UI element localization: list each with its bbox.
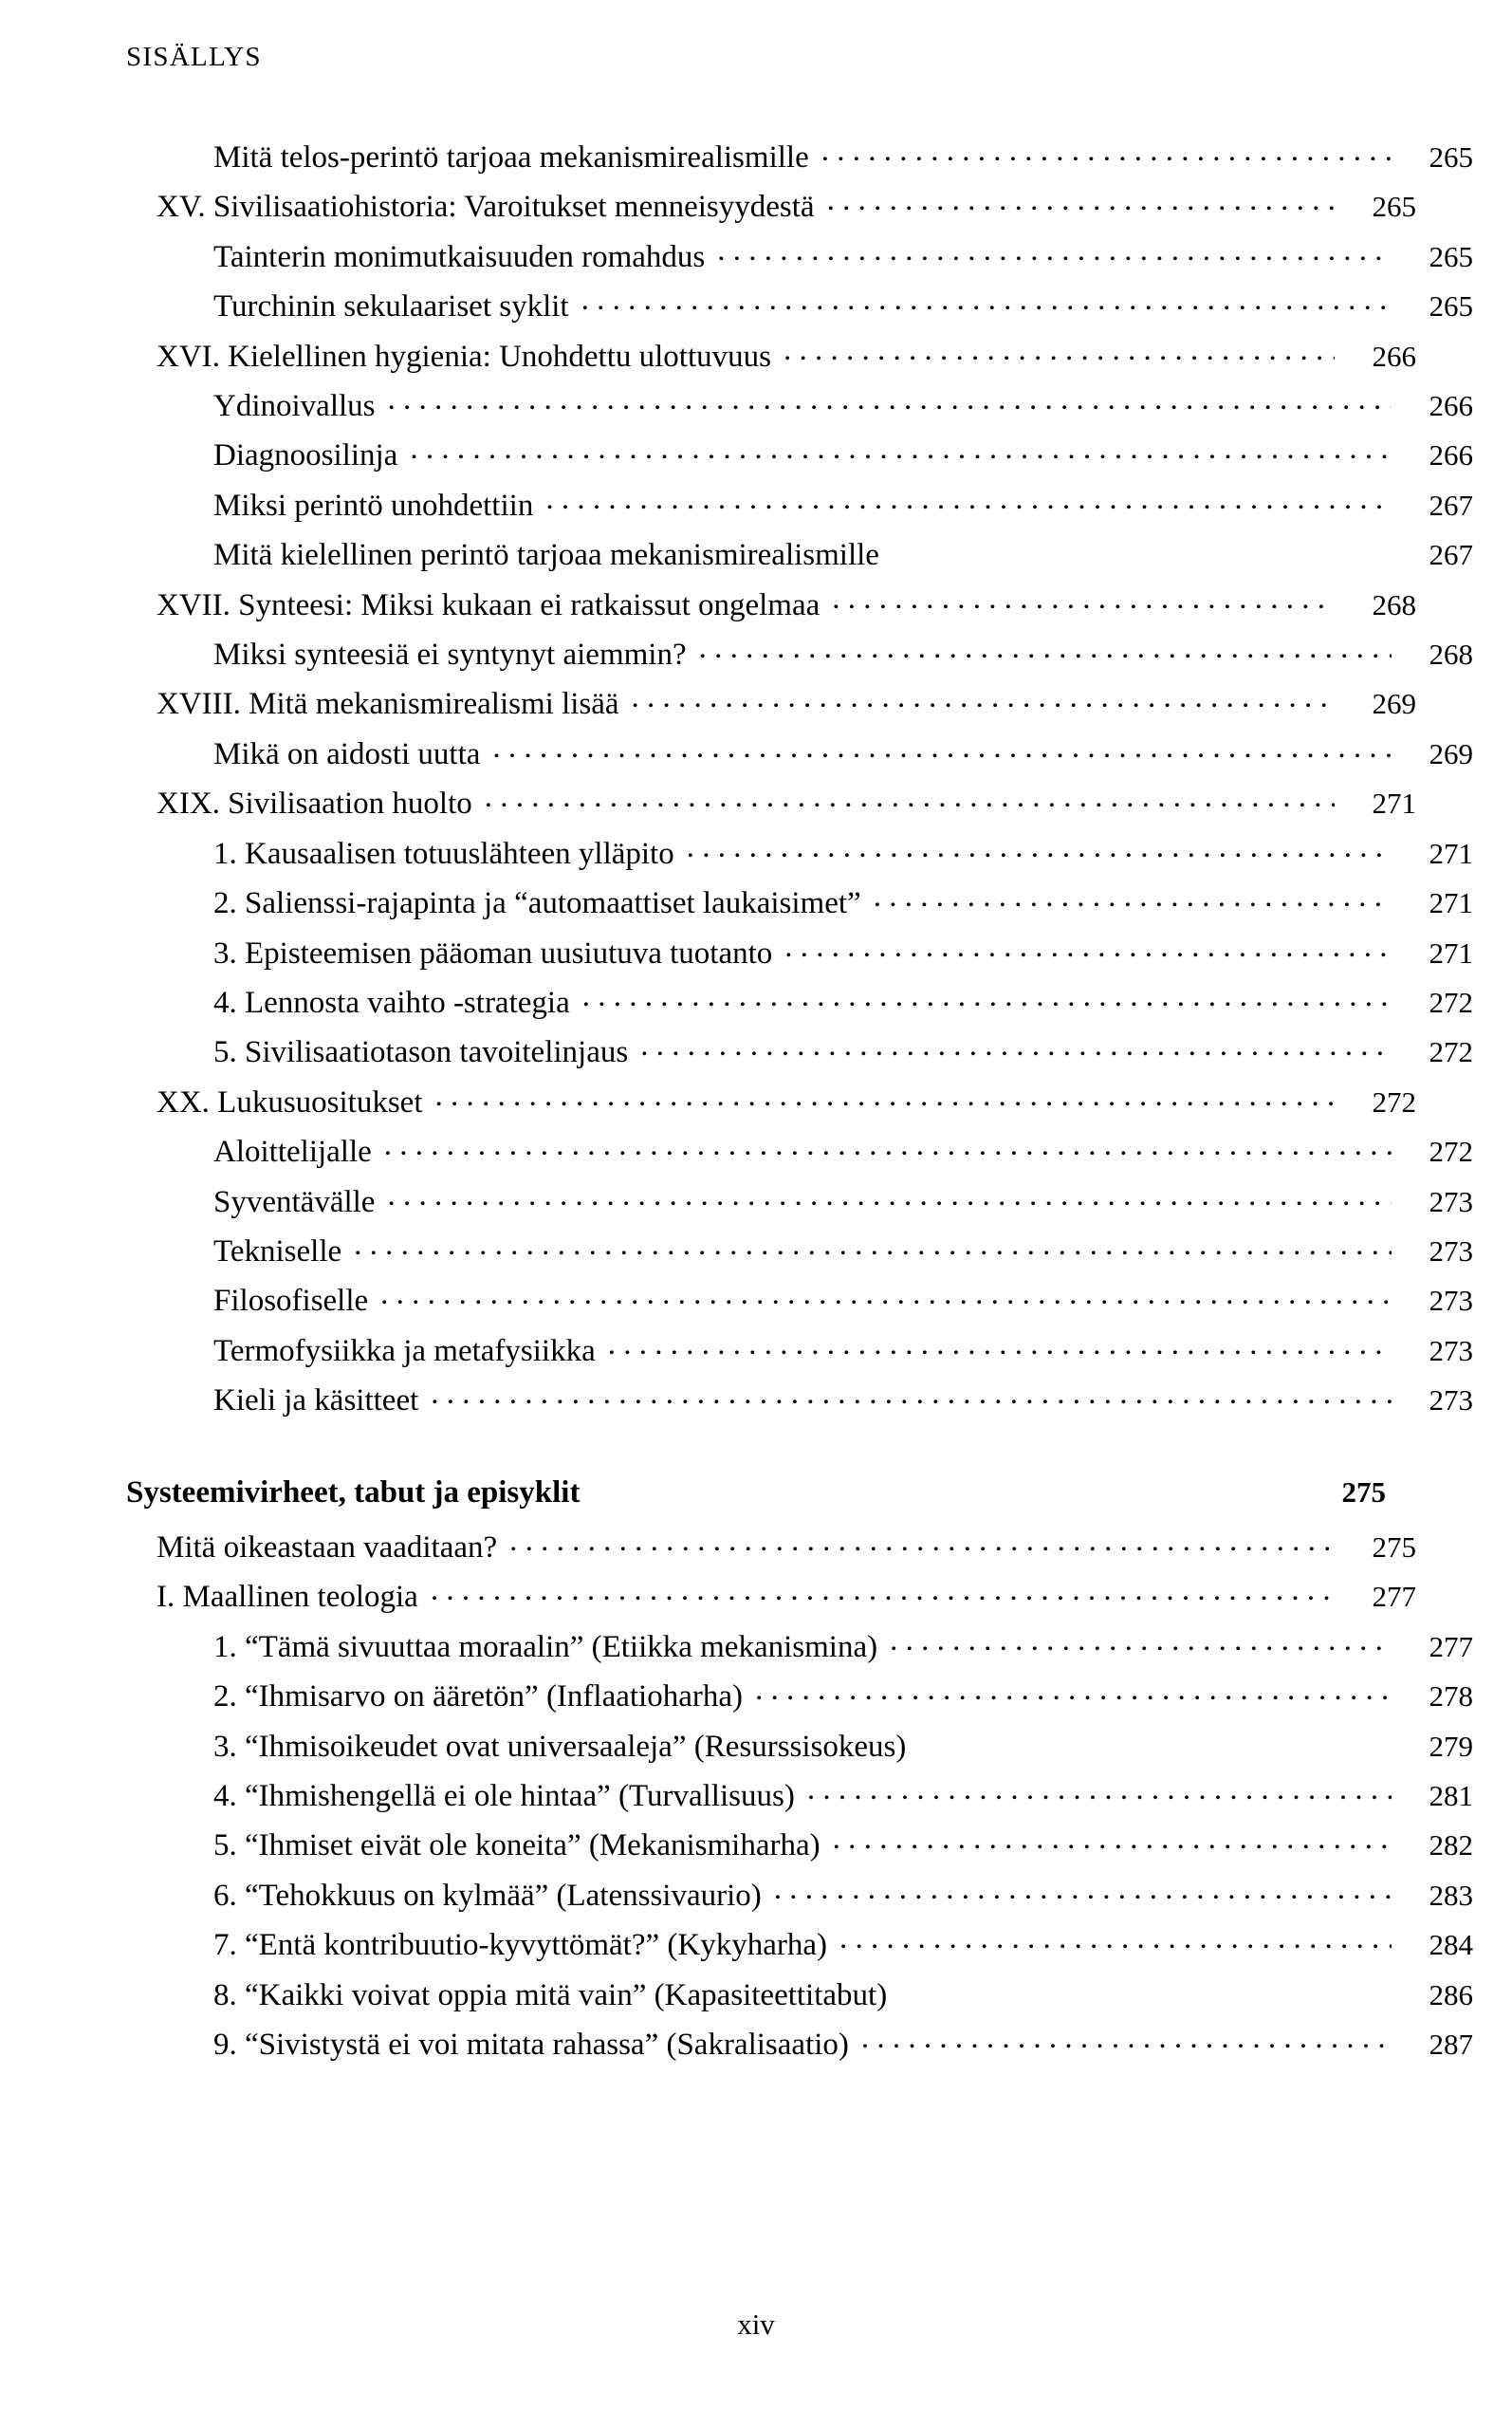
toc-entry-row[interactable] bbox=[213, 1971, 1473, 2020]
toc-entry-row[interactable] bbox=[213, 929, 1473, 978]
toc-entry-title: 1. Kausaalisen totuuslähteen ylläpito bbox=[213, 836, 674, 871]
toc-entry-title: 4. Lennosta vaihto -strategia bbox=[213, 985, 570, 1020]
toc-dot-leader bbox=[774, 1874, 1392, 1905]
toc-dot-leader bbox=[874, 881, 1392, 913]
toc-dot-leader bbox=[890, 1625, 1392, 1657]
toc-page-number: 273 bbox=[1429, 1383, 1473, 1418]
toc-dot-leader bbox=[608, 1329, 1392, 1361]
toc-dot-leader bbox=[632, 682, 1335, 713]
toc-entry-row[interactable] bbox=[213, 1177, 1473, 1227]
toc-page-number: 272 bbox=[1429, 985, 1473, 1019]
toc-entry-row[interactable] bbox=[213, 1722, 1473, 1771]
toc-page-number: 268 bbox=[1372, 587, 1416, 621]
toc-dot-leader bbox=[388, 384, 1392, 416]
toc-page-number: 272 bbox=[1429, 1135, 1473, 1169]
toc-entry-row[interactable] bbox=[157, 1572, 1416, 1621]
toc-page-number: 284 bbox=[1429, 1928, 1473, 1962]
toc-dot-leader bbox=[784, 932, 1392, 963]
toc-page-number: 265 bbox=[1429, 289, 1473, 324]
toc-entry-title: XIX. Sivilisaation huolto bbox=[157, 787, 472, 822]
toc-entry-title: XV. Sivilisaatiohistoria: Varoitukset menneisyydestä bbox=[157, 190, 815, 225]
toc-entry-row[interactable] bbox=[213, 481, 1473, 530]
toc-page-number: 273 bbox=[1429, 1284, 1473, 1318]
toc-entry-row[interactable] bbox=[213, 431, 1473, 480]
toc-entry-title: Systeemivirheet, tabut ja episyklit bbox=[126, 1474, 581, 1510]
toc-page-number: 273 bbox=[1429, 1233, 1473, 1268]
toc-entry-title: 6. “Tehokkuus on kylmää” (Latenssivaurio) bbox=[213, 1878, 762, 1913]
toc-entry-row[interactable] bbox=[213, 1376, 1473, 1425]
toc-entry-title: Mikä on aidosti uutta bbox=[213, 736, 481, 771]
toc-dot-leader bbox=[899, 1974, 1392, 2005]
toc-entry-title: Mitä oikeastaan vaaditaan? bbox=[157, 1529, 498, 1565]
toc-entry-row[interactable] bbox=[157, 332, 1416, 381]
toc-entry-title: Mitä kielellinen perintö tarjoaa mekanismirealismille bbox=[213, 538, 879, 573]
toc-entry-row[interactable] bbox=[213, 133, 1473, 182]
toc-entry-title: XVII. Synteesi: Miksi kukaan ei ratkaissut ongelmaa bbox=[157, 587, 821, 622]
toc-entry-row[interactable] bbox=[213, 1821, 1473, 1870]
toc-page-number: 275 bbox=[1372, 1529, 1416, 1564]
toc-entry-title: 3. Episteemisen pääoman uusiutuva tuotanto bbox=[213, 936, 773, 971]
toc-page-number: 277 bbox=[1372, 1580, 1416, 1614]
toc-entry-row[interactable] bbox=[213, 2020, 1473, 2069]
toc-dot-leader bbox=[384, 1130, 1392, 1161]
toc-page-number: 265 bbox=[1429, 239, 1473, 273]
toc-entry-row[interactable] bbox=[213, 1672, 1473, 1721]
toc-entry-row[interactable] bbox=[213, 829, 1473, 879]
toc-entry-row[interactable] bbox=[157, 1523, 1416, 1572]
toc-entry-title: Miksi synteesiä ei syntynyt aiemmin? bbox=[213, 638, 687, 673]
toc-page-number: 279 bbox=[1429, 1729, 1473, 1763]
toc-entry-row[interactable] bbox=[213, 530, 1473, 580]
toc-dot-leader bbox=[485, 782, 1335, 813]
toc-page-number: 267 bbox=[1429, 538, 1473, 572]
toc-entry-row[interactable] bbox=[213, 1771, 1473, 1821]
toc-entry-title: 2. Salienssi-rajapinta ja “automaattiset laukaisimet” bbox=[213, 886, 861, 921]
toc-entry-title: Termofysiikka ja metafysiikka bbox=[213, 1333, 596, 1368]
table-of-contents bbox=[126, 133, 1473, 2069]
toc-dot-leader bbox=[833, 1824, 1392, 1855]
toc-entry-row[interactable] bbox=[213, 381, 1473, 431]
toc-dot-leader bbox=[545, 484, 1392, 515]
toc-entry-row[interactable] bbox=[213, 730, 1473, 779]
toc-entry-title: Filosofiselle bbox=[213, 1284, 369, 1319]
toc-entry-title: Mitä telos-perintö tarjoaa mekanismirealismille bbox=[213, 140, 809, 175]
toc-entry-title: XVI. Kielellinen hygienia: Unohdettu ulottuvuus bbox=[157, 339, 771, 374]
toc-entry-title: Miksi perintö unohdettiin bbox=[213, 488, 534, 523]
toc-dot-leader bbox=[827, 185, 1335, 216]
toc-page-number: 273 bbox=[1429, 1184, 1473, 1218]
toc-dot-leader bbox=[387, 1180, 1392, 1212]
toc-entry-row[interactable] bbox=[213, 1127, 1473, 1177]
toc-dot-leader bbox=[755, 1675, 1392, 1706]
toc-dot-leader bbox=[582, 981, 1392, 1012]
toc-page-number: 287 bbox=[1429, 2028, 1473, 2062]
toc-entry-row[interactable] bbox=[157, 182, 1416, 232]
page-folio: xiv bbox=[737, 2307, 775, 2341]
toc-page-number: 272 bbox=[1372, 1084, 1416, 1119]
toc-page-number: 266 bbox=[1372, 339, 1416, 373]
toc-dot-leader bbox=[492, 732, 1392, 764]
toc-dot-leader bbox=[509, 1526, 1335, 1557]
toc-entry-title: 3. “Ihmisoikeudet ovat universaaleja” (Resurssisokeus) bbox=[213, 1729, 907, 1764]
toc-page-number: 275 bbox=[1341, 1474, 1386, 1509]
toc-page-number: 265 bbox=[1429, 140, 1473, 174]
toc-dot-leader bbox=[784, 335, 1335, 366]
toc-page-number: 281 bbox=[1429, 1779, 1473, 1812]
toc-entry-title: Diagnoosilinja bbox=[213, 438, 398, 473]
toc-entry-title: 8. “Kaikki voivat oppia mitä vain” (Kapasiteettitabut) bbox=[213, 1977, 888, 2012]
toc-dot-leader bbox=[717, 235, 1392, 267]
toc-entry-row[interactable] bbox=[213, 1871, 1473, 1920]
toc-dot-leader bbox=[380, 1279, 1392, 1310]
toc-page-number: 271 bbox=[1372, 787, 1416, 821]
toc-entry-title: Turchinin sekulaariset syklit bbox=[213, 289, 569, 324]
toc-entry-title: I. Maallinen teologia bbox=[157, 1580, 418, 1615]
toc-entry-title: XVIII. Mitä mekanismirealismi lisää bbox=[157, 687, 619, 722]
toc-entry-row[interactable] bbox=[213, 232, 1473, 282]
toc-page-number: 286 bbox=[1429, 1977, 1473, 2011]
toc-entry-title: 1. “Tämä sivuuttaa moraalin” (Etiikka mekanismina) bbox=[213, 1629, 878, 1664]
toc-entry-row[interactable] bbox=[213, 282, 1473, 331]
toc-dot-leader bbox=[592, 1471, 1304, 1502]
toc-dot-leader bbox=[832, 584, 1335, 615]
toc-dot-leader bbox=[861, 2023, 1392, 2054]
toc-entry-title: Aloittelijalle bbox=[213, 1135, 372, 1170]
toc-entry-title: Tekniselle bbox=[213, 1233, 342, 1269]
toc-entry-row[interactable] bbox=[213, 978, 1473, 1028]
toc-dot-leader bbox=[410, 434, 1392, 465]
toc-page-number: 273 bbox=[1429, 1333, 1473, 1367]
running-head: SISÄLLYS bbox=[126, 42, 262, 72]
toc-entry-title: Tainterin monimutkaisuuden romahdus bbox=[213, 239, 706, 274]
toc-entry-row[interactable] bbox=[213, 1276, 1473, 1325]
toc-entry-row[interactable] bbox=[213, 630, 1473, 679]
toc-page-number: 268 bbox=[1429, 638, 1473, 672]
toc-page-number: 265 bbox=[1372, 190, 1416, 224]
toc-entry-row[interactable] bbox=[157, 1078, 1416, 1127]
toc-entry-title: Syventävälle bbox=[213, 1184, 376, 1219]
toc-entry-title: 5. “Ihmiset eivät ole koneita” (Mekanismiharha) bbox=[213, 1828, 821, 1863]
toc-entry-title: Ydinoivallus bbox=[213, 389, 376, 424]
toc-page-number: 269 bbox=[1372, 687, 1416, 721]
toc-entry-row[interactable] bbox=[213, 879, 1473, 928]
toc-page-number: 277 bbox=[1429, 1629, 1473, 1663]
toc-entry-row[interactable] bbox=[157, 779, 1416, 828]
toc-page-number: 269 bbox=[1429, 736, 1473, 770]
toc-dot-leader bbox=[431, 1575, 1335, 1606]
toc-entry-row[interactable] bbox=[213, 1028, 1473, 1077]
toc-page-number: 283 bbox=[1429, 1878, 1473, 1912]
toc-entry-title: 7. “Entä kontribuutio-kyvyttömät?” (Kykyharha) bbox=[213, 1928, 827, 1963]
toc-entry-row[interactable] bbox=[157, 679, 1416, 729]
toc-page-number: 271 bbox=[1429, 886, 1473, 920]
toc-dot-leader bbox=[640, 1030, 1392, 1062]
toc-page-number: 282 bbox=[1429, 1828, 1473, 1862]
toc-page-number: 271 bbox=[1429, 836, 1473, 870]
toc-entry-title: Kieli ja käsitteet bbox=[213, 1383, 419, 1418]
toc-entry-title: 9. “Sivistystä ei voi mitata rahassa” (Sakralisaatio) bbox=[213, 2028, 849, 2063]
toc-entry-row[interactable] bbox=[213, 1622, 1473, 1672]
toc-page-number: 266 bbox=[1429, 389, 1473, 423]
toc-page-number: 271 bbox=[1429, 936, 1473, 970]
toc-entry-title: 5. Sivilisaatiotason tavoitelinjaus bbox=[213, 1035, 629, 1070]
toc-entry-row[interactable] bbox=[157, 581, 1416, 630]
toc-dot-leader bbox=[431, 1379, 1392, 1410]
toc-dot-leader bbox=[821, 136, 1392, 167]
toc-entry-row[interactable] bbox=[213, 1227, 1473, 1276]
toc-page-number: 266 bbox=[1429, 438, 1473, 473]
toc-dot-leader bbox=[435, 1081, 1336, 1112]
toc-dot-leader bbox=[354, 1230, 1392, 1261]
toc-dot-leader bbox=[807, 1774, 1392, 1806]
toc-dot-leader bbox=[687, 832, 1392, 863]
toc-page-number: 267 bbox=[1429, 488, 1473, 522]
toc-page-number: 278 bbox=[1429, 1679, 1473, 1714]
toc-dot-leader bbox=[892, 533, 1392, 565]
toc-dot-leader bbox=[839, 1923, 1392, 1955]
toc-dot-leader bbox=[699, 633, 1392, 664]
toc-entry-title: 2. “Ihmisarvo on ääretön” (Inflaatioharha) bbox=[213, 1679, 743, 1714]
toc-entry-row[interactable] bbox=[213, 1326, 1473, 1376]
toc-part-row[interactable] bbox=[126, 1468, 1386, 1517]
toc-dot-leader bbox=[581, 285, 1392, 316]
toc-entry-title: XX. Lukusuositukset bbox=[157, 1084, 423, 1120]
toc-entry-title: 4. “Ihmishengellä ei ole hintaa” (Turvallisuus) bbox=[213, 1779, 795, 1813]
toc-dot-leader bbox=[918, 1725, 1392, 1756]
toc-entry-row[interactable] bbox=[213, 1920, 1473, 1970]
toc-page-number: 272 bbox=[1429, 1035, 1473, 1069]
